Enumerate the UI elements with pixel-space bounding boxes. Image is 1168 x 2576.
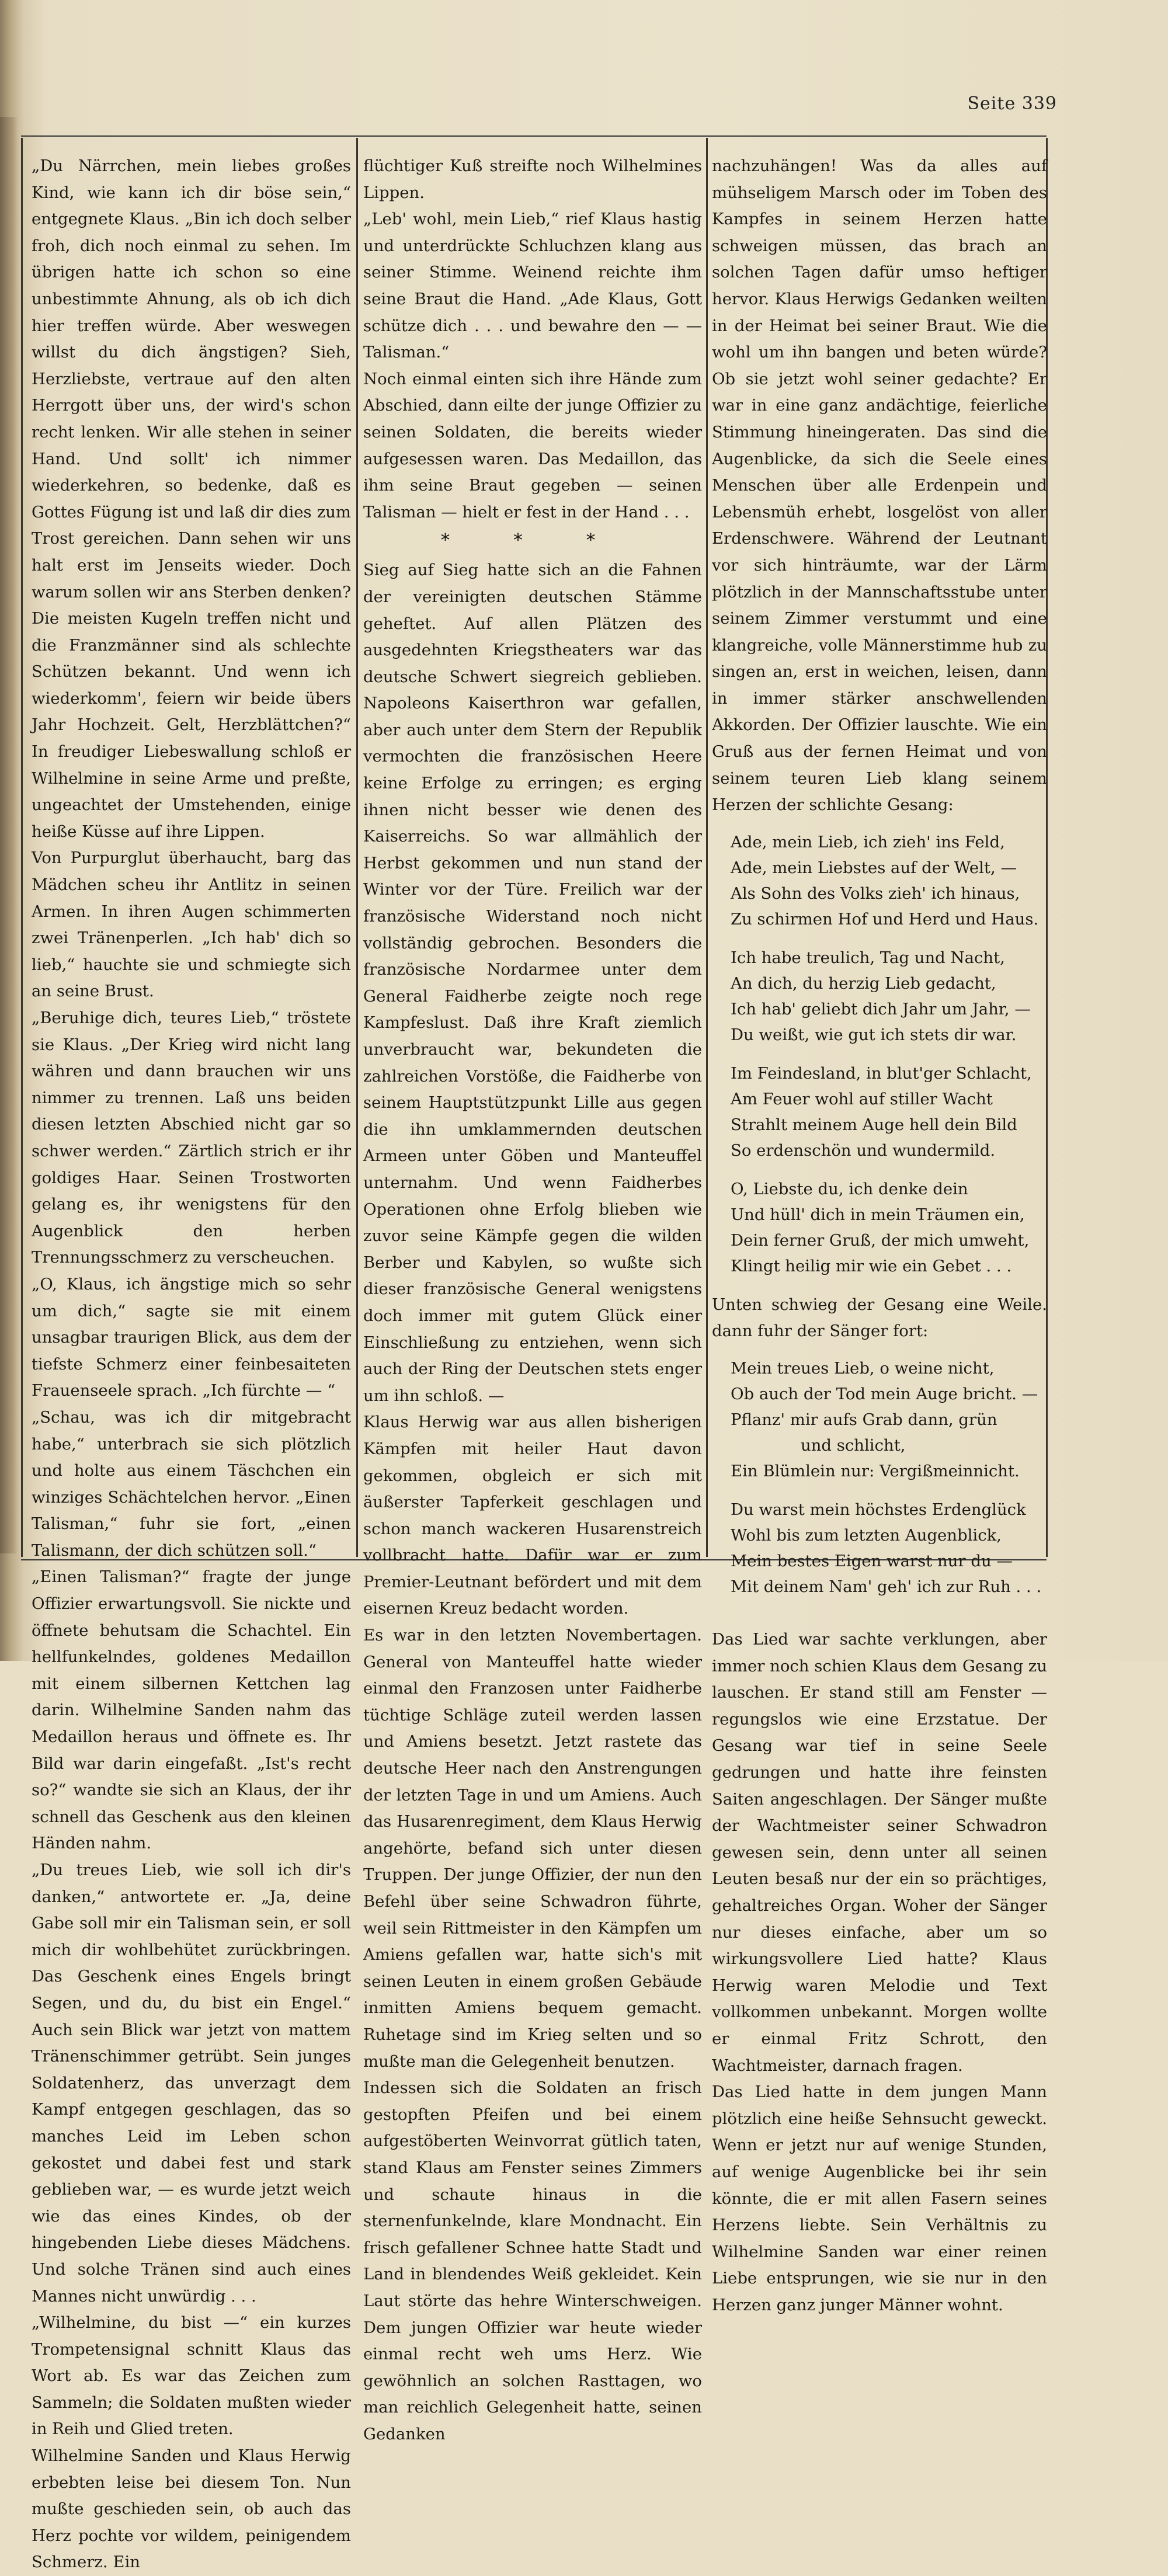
- verse-line: Ich habe treulich, Tag und Nacht,: [731, 948, 1005, 967]
- paragraph: Unten schwieg der Gesang eine Weile. dann fuhr der Sänger fort:: [712, 1295, 1047, 1341]
- verse-line: Ade, mein Liebstes auf der Welt, —: [731, 858, 1017, 877]
- paragraph: Das Lied war sachte verklungen, aber immer noch schien Klaus dem Gesang zu lauschen. Er stand still am Fenster — regungslos wie eine Erzstatue. Der Gesang war tief in seine Seele gedrungen und hatte ihre feinsten Saiten angeschlagen. Der Sänger mußte der Wachtmeister seiner Schwadron gewesen sein, denn unter all seinen Leuten besaß nur der ein so prächtiges, gehaltreiches Organ. Woher der Sänger nur dieses einfache, aber um so wirkungsvollere Lied hatte? Klaus Herwig waren Melodie und Text vollkommen unbekannt. Morgen wollte er einmal Fritz Schrott, den Wachtmeister, darnach fragen.: [712, 1630, 1047, 2075]
- verse-line: Du weißt, wie gut ich stets dir war.: [731, 1025, 1017, 1044]
- paragraph: „O, Klaus, ich ängstige mich so sehr um dich,“ sagte sie mit einem unsagbar traurigen Blick, aus dem der tiefste Schmerz einer feinbesaiteten Frauenseele sprach. „Ich fürchte — “: [32, 1274, 351, 1400]
- paragraph: Klaus Herwig war aus allen bisherigen Kämpfen mit heiler Haut davon gekommen, obgleich er sich mit äußerster Tapferkeit geschlagen und schon manch wackeren Husarenstreich vollbracht hatte. Dafür war er zum Premier-Leutnant befördert und mit dem eisernen Kreuz bedacht worden.: [363, 1413, 702, 1618]
- paragraph: nachzuhängen! Was da alles auf mühseligem Marsch oder im Toben des Kampfes in seinem Herzen hatte schweigen müssen, das brach an solchen Tagen dafür umso heftiger hervor. Klaus Herwigs Gedanken weilten in der Heimat bei seiner Braut. Wie die wohl um ihn bangen und beten würde? Ob sie jetzt wohl seiner gedachte? Er war in eine ganz andächtige, feierliche Stimmung hineingeraten. Das sind die Augenblicke, da sich die Seele eines Menschen über alle Erdenpein und Lebensmüh erhebt, losgelöst von aller Erdenschwere. Während der Leutnant vor sich hinträumte, war der Lärm plötzlich in der Mannschaftsstube unter seinem Zimmer verstummt und eine klangreiche, volle Männerstimme hub zu singen an, erst in weichen, leisen, dann in immer stärker anschwellenden Akkorden. Der Offizier lauschte. Wie ein Gruß aus der fernen Heimat und von seinem teuren Lieb klang seinem Herzen der schlichte Gesang:: [712, 157, 1047, 815]
- stanza: [731, 1355, 1047, 1484]
- paragraph: Indessen sich die Soldaten an frisch gestopften Pfeifen und bei einem aufgestöberten Weinvorrat gütlich taten, stand Klaus am Fenster seines Zimmers und schaute hinaus in die sternenfunkelnde, klare Mondnacht. Ein frisch gefallener Schnee hatte Stadt und Land in blendendes Weiß gekleidet. Kein Laut störte das hehre Winterschweigen. Dem jungen Offizier war heute wieder einmal recht weh ums Herz. Wie gewöhnlich an solchen Rasttagen, wo man reichlich Gelegenheit hatte, seinen Gedanken: [363, 2078, 702, 2443]
- verse-line: O, Liebste du, ich denke dein: [731, 1179, 968, 1198]
- verse-line: An dich, du herzig Lieb gedacht,: [731, 974, 996, 993]
- column-rule-left: [21, 138, 23, 1557]
- paragraph: „Beruhige dich, teures Lieb,“ tröstete sie Klaus. „Der Krieg wird nicht lang währen und dann brauchen wir uns nimmer zu trennen. Laß uns beiden diesen letzten Abschied nicht gar so schwer werden.“ Zärtlich strich er ihr goldiges Haar. Seinen Trostworten gelang es, ihr wenigstens für den Augenblick den herben Trennungsschmerz zu verscheuchen.: [32, 1009, 351, 1267]
- stanza: [731, 829, 1047, 932]
- verse-line: Ob auch der Tod mein Auge bricht. —: [731, 1385, 1038, 1404]
- stanza: [731, 1176, 1047, 1279]
- stanza: [731, 945, 1047, 1048]
- verse-line: Im Feindesland, in blut'ger Schlacht,: [731, 1063, 1032, 1083]
- verse-line: So erdenschön und wundermild.: [731, 1141, 996, 1160]
- verse-line: Mit deinem Nam' geh' ich zur Ruh . . .: [731, 1577, 1042, 1597]
- verse-line: Strahlt meinem Auge hell dein Bild: [731, 1115, 1017, 1134]
- verse-line: Wohl bis zum letzten Augenblick,: [731, 1526, 1002, 1545]
- paragraph: „Einen Talisman?“ fragte der junge Offizier erwartungsvoll. Sie nickte und öffnete behutsam die Schachtel. Ein hellfunkelndes, goldenes Medaillon mit einem silbernen Kettchen lag darin. Wilhelmine Sanden nahm das Medaillon heraus und öffnete es. Ihr Bild war darin eingefaßt. „Ist's recht so?“ wandte sie sich an Klaus, der ihr schnell das Geschenk aus den kleinen Händen nahm.: [32, 1567, 351, 1853]
- verse-line: Ein Blümlein nur: Vergißmeinnicht.: [731, 1462, 1020, 1481]
- poem-1: [712, 829, 1047, 1279]
- verse-line: Zu schirmen Hof und Herd und Haus.: [731, 909, 1039, 929]
- section-separator: * * *: [440, 530, 625, 551]
- paragraph: „Wilhelmine, du bist —“ ein kurzes Trompetensignal schnitt Klaus das Wort ab. Es war das Zeichen zum Sammeln; die Soldaten mußten wieder in Reih und Glied treten.: [32, 2313, 351, 2439]
- verse-line: Pflanz' mir aufs Grab dann, grün: [731, 1410, 997, 1430]
- binding-edge: [0, 117, 18, 1553]
- paragraph: Es war in den letzten Novembertagen. General von Manteuffel hatte wieder einmal den Franzosen unter Faidherbe tüchtige Schläge zuteil werden lassen und Amiens besetzt. Jetzt rastete das deutsche Heer nach den Anstrengungen der letzten Tage in und um Amiens. Auch das Husarenregiment, dem Klaus Herwig angehörte, befand sich unter diesen Truppen. Der junge Offizier, der nun den Befehl über seine Schwadron führte, weil sein Rittmeister in den Kämpfen um Amiens gefallen war, hatte sich's mit seinen Leuten in einem großen Gebäude inmitten Amiens bequem gemacht. Ruhetage sind im Krieg selten und so mußte man die Gelegenheit benutzen.: [363, 1626, 702, 2071]
- paragraph: Noch einmal einten sich ihre Hände zum Abschied, dann eilte der junge Offizier zu seinen Soldaten, die bereits wieder aufgesessen waren. Das Medaillon, das ihm seine Braut gegeben — seinen Talisman — hielt er fest in der Hand . . .: [363, 369, 702, 522]
- verse-line: Am Feuer wohl auf stiller Wacht: [731, 1089, 993, 1108]
- paragraph: „Du treues Lieb, wie soll ich dir's danken,“ antwortete er. „Ja, deine Gabe soll mir ein Talisman sein, er soll mich dir wohlbehütet zurückbringen. Das Geschenk eines Engels bringt Segen, und du, du bist ein Engel.“ Auch sein Blick war jetzt von mattem Tränenschimmer getrübt. Sein junges Soldatenherz, das unverzagt dem Kampf entgegen geschlagen, das so manches Leid im Leben schon gekostet und dabei fest und stark geblieben war, — es wurde jetzt weich wie das eines Kindes, ob der hingebenden Liebe dieses Mädchens. Und solche Tränen sind auch eines Mannes nicht unwürdig . . .: [32, 1861, 351, 2306]
- verse-line: Ich hab' geliebt dich Jahr um Jahr, —: [731, 999, 1031, 1018]
- verse-line: Klingt heilig mir wie ein Gebet . . .: [731, 1256, 1012, 1275]
- verse-line: Mein bestes Eigen warst nur du —: [731, 1552, 1013, 1571]
- paragraph: „Du Närrchen, mein liebes großes Kind, wie kann ich dir böse sein,“ entgegnete Klaus. „Bin ich doch selber froh, dich noch einmal zu sehen. Im übrigen hatte ich schon so eine unbestimmte Ahnung, als ob ich dich hier treffen würde. Aber weswegen willst du dich ängstigen? Sieh, Herzliebste, vertraue auf den alten Herrgott über uns, der wird's schon recht lenken. Wir alle stehen in seiner Hand. Und sollt' ich nimmer wiederkehren, so bedenke, daß es Gottes Fügung ist und laß dir dies zum Trost gereichen. Dann sehen wir uns halt erst im Jenseits wieder. Doch warum sollen wir ans Sterben denken? Die meisten Kugeln treffen nicht und die Franzmänner sind als schlechte Schützen bekannt. Und wenn ich wiederkomm', feiern wir beide übers Jahr Hochzeit. Gelt, Herzblättchen?“ In freudiger Liebeswallung schloß er Wilhelmine in seine Arme und preßte, ungeachtet der Umstehenden, einige heiße Küsse auf ihre Lippen.: [32, 157, 351, 841]
- paragraph: „Leb' wohl, mein Lieb,“ rief Klaus hastig und unterdrückte Schluchzen klang aus seiner Stimme. Weinend reichte ihm seine Braut die Hand. „Ade Klaus, Gott schütze dich . . . und bewahre den — — Talisman.“: [363, 210, 702, 362]
- poem-2: [712, 1355, 1047, 1600]
- column-rule-1: [356, 138, 358, 1557]
- verse-line: und schlicht,: [801, 1436, 906, 1455]
- column-2: [363, 153, 702, 2443]
- column-1: [32, 153, 351, 2572]
- paragraph: Sieg auf Sieg hatte sich an die Fahnen der vereinigten deutschen Stämme geheftet. Auf allen Plätzen des ausgedehnten Kriegstheaters war das deutsche Schwert siegreich geblieben. Napoleons Kaiserthron war gefallen, aber auch unter dem Stern der Republik vermochten die französischen Heere keine Erfolge zu erringen; es erging ihnen nicht besser wie denen des Kaiserreichs. So war allmählich der Herbst gekommen und nun stand der Winter vor der Türe. Freilich war der französische Widerstand noch nicht vollständig gebrochen. Besonders die französische Nordarmee unter dem General Faidherbe zeigte noch rege Kampfeslust. Daß ihre Kraft ziemlich unverbraucht war, bekundeten die zahlreichen Vorstöße, die Faidherbe von seinem Hauptstützpunkt Lille aus gegen die ihn umklammernden deutschen Armeen unter Göben und Manteuffel unternahm. Und wenn Faidherbes Operationen ohne Erfolg blieben wie zuvor seine Kämpfe gegen die wilden Berber und Kabylen, so wußte sich dieser französische General wenigstens doch immer mit gutem Glück einer Einschließung zu entziehen, wenn sich auch der Ring der Deutschen stets enger um ihn schloß. —: [363, 561, 702, 1405]
- paragraph: Von Purpurglut überhaucht, barg das Mädchen scheu ihr Antlitz in seinen Armen. In ihren Augen schimmerten zwei Tränenperlen. „Ich hab' dich so lieb,“ hauchte sie und schmiegte sich an seine Brust.: [32, 849, 351, 1001]
- verse-line: Und hüll' dich in mein Träumen ein,: [731, 1205, 1025, 1224]
- verse-line: Als Sohn des Volks zieh' ich hinaus,: [731, 884, 1020, 903]
- paragraph: „Schau, was ich dir mitgebracht habe,“ unterbrach sie sich plötzlich und holte aus einem Täschchen ein winziges Schächtelchen hervor. „Einen Talisman,“ fuhr sie fort, „einen Talismann, der dich schützen soll.“: [32, 1407, 351, 1560]
- stanza: [731, 1061, 1047, 1163]
- page-number: Seite 339: [967, 93, 1057, 114]
- verse-line: Dein ferner Gruß, der mich umweht,: [731, 1230, 1030, 1250]
- paragraph: Das Lied hatte in dem jungen Mann plötzlich eine heiße Sehnsucht geweckt. Wenn er jetzt nur auf wenige Stunden, auf wenige Augenblicke bei ihr sein könnte, die er mit allen Fasern seines Herzens liebte. Sein Verhältnis zu Wilhelmine Sanden war einer reinen Liebe entsprungen, wie sie nur in den Herzen ganz junger Männer wohnt.: [712, 2083, 1047, 2314]
- column-rule-2: [706, 138, 708, 1557]
- verse-line: Du warst mein höchstes Erdenglück: [731, 1500, 1026, 1520]
- column-3: [712, 153, 1047, 2314]
- stanza: [731, 1497, 1047, 1600]
- verse-line: Mein treues Lieb, o weine nicht,: [731, 1359, 995, 1378]
- verse-line: Ade, mein Lieb, ich zieh' ins Feld,: [731, 832, 1005, 851]
- paragraph: Wilhelmine Sanden und Klaus Herwig erbebten leise bei diesem Ton. Nun mußte geschieden sein, ob auch das Herz pochte vor wildem, peinigendem Schmerz. Ein: [32, 2446, 351, 2572]
- paragraph: flüchtiger Kuß streifte noch Wilhelmines Lippen.: [363, 157, 702, 202]
